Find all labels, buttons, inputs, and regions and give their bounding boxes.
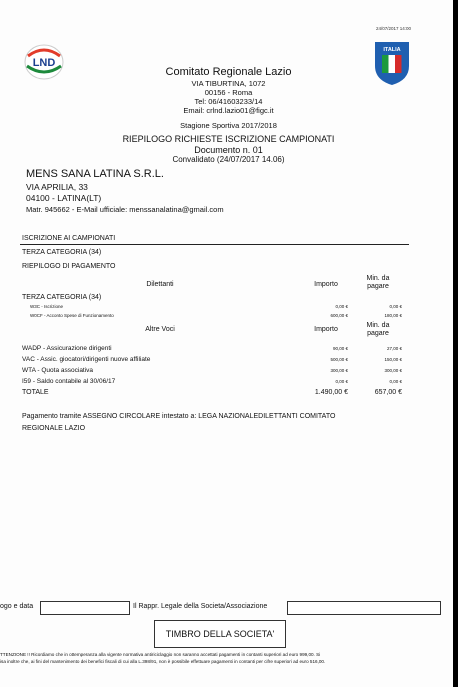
validated-line: Convalidato (24/07/2017 14.06) — [172, 155, 285, 164]
lnd-logo-text: LND — [32, 57, 56, 69]
company-stamp-box — [154, 620, 286, 648]
legal-rep-label: Il Rappr. Legale della Societa/Associazione — [133, 603, 268, 610]
total-importo: 1.490,00 € — [314, 389, 348, 396]
club-matr-email: Matr. 945662 - E-Mail ufficiale: menssanalatina@gmail.com — [26, 205, 224, 214]
document-number: Documento n. 01 — [194, 145, 263, 155]
table1-row-min: 0,00 € — [389, 304, 402, 309]
section-iscrizione: ISCRIZIONE AI CAMPIONATI — [22, 235, 116, 242]
notice-line-2: isa inoltre che, ai fini del mantenimento dei benefici fiscali di cui alla L.398/91, non è possibile effettuare pagamenti in contanti per cifre superiori ad euro 516,00. — [0, 659, 326, 664]
org-name: Comitato Regionale Lazio — [165, 66, 292, 78]
table2-row-importo: 500,00 € — [330, 357, 348, 362]
table1-row-min: 180,00 € — [384, 313, 402, 318]
table2-row-min: 300,00 € — [384, 368, 402, 373]
figc-italia-logo — [373, 40, 411, 86]
table2-row-desc: WTA - Quota associativa — [22, 367, 94, 374]
payment-line-1: Pagamento tramite ASSEGNO CIRCOLARE intestato a: LEGA NAZIONALEDILETTANTI COMITATO — [22, 413, 336, 420]
club-address: VIA APRILIA, 33 — [26, 182, 88, 192]
table2-col-desc: Altre Voci — [145, 326, 175, 333]
org-email: Email: crlnd.lazio01@figc.it — [183, 106, 274, 115]
table1-col-desc: Dilettanti — [146, 281, 174, 288]
table1-group: TERZA CATEGORIA (34) — [22, 294, 102, 301]
table2-row-min: 0,00 € — [389, 379, 402, 384]
table2-col-importo: Importo — [314, 326, 338, 333]
table2-row-importo: 90,00 € — [332, 346, 348, 351]
total-label: TOTALE — [22, 389, 49, 396]
table2-row-min: 27,00 € — [386, 346, 402, 351]
company-stamp-label: TIMBRO DELLA SOCIETA' — [165, 629, 275, 639]
table1-col-importo: Importo — [314, 281, 338, 288]
club-name: MENS SANA LATINA S.R.L. — [26, 168, 164, 180]
italia-logo-text: ITALIA — [383, 47, 401, 53]
season: Stagione Sportiva 2017/2018 — [180, 121, 277, 130]
table2-col-min: Min. da pagare — [366, 322, 390, 337]
table2-row-importo: 300,00 € — [330, 368, 348, 373]
table1-row-desc: W0CF - Acconto Spese di Funzionamento — [30, 313, 114, 318]
table1-row-importo: 600,00 € — [330, 313, 348, 318]
payment-line-2: REGIONALE LAZIO — [22, 425, 86, 432]
section-riepilogo: RIEPILOGO DI PAGAMENTO — [22, 263, 116, 270]
print-date: 24/07/2017 14:00 — [376, 26, 412, 31]
org-city: 00156 - Roma — [204, 88, 253, 97]
table1-row-desc: W3C - Iscrizione — [30, 304, 64, 309]
lnd-logo — [22, 42, 66, 82]
divider — [20, 244, 409, 245]
table2-row-min: 150,00 € — [384, 357, 402, 362]
club-city: 04100 - LATINA(LT) — [26, 193, 102, 203]
summary-title: RIEPILOGO RICHIESTE ISCRIZIONE CAMPIONATI — [122, 134, 335, 144]
table1-col-min: Min. da pagare — [366, 275, 390, 290]
table2-row-desc: VAC - Assic. giocatori/dirigenti nuove affiliate — [22, 356, 151, 363]
total-min: 657,00 € — [374, 389, 402, 396]
place-date-field[interactable] — [40, 601, 130, 615]
place-date-label: ogo e data — [0, 603, 34, 610]
section-category: TERZA CATEGORIA (34) — [22, 249, 102, 256]
notice-line-1: TTENZIONE !! Ricordiamo che in ottemperanza alla vigente normativa antiriciclaggio non saranno accettati pagamenti in contanti superiori ad euro 999,00. Si — [0, 652, 321, 657]
org-street: VIA TIBURTINA, 1072 — [191, 79, 266, 88]
org-tel: Tel: 06/41603233/14 — [194, 97, 263, 106]
table1-row-importo: 0,00 € — [335, 304, 348, 309]
table2-row-desc: I59 - Saldo contabile al 30/06/17 — [22, 378, 116, 385]
table2-row-importo: 0,00 € — [335, 379, 348, 384]
legal-rep-signature-field[interactable] — [287, 601, 441, 615]
table2-row-desc: WADP - Assicurazione dirigenti — [22, 345, 112, 352]
